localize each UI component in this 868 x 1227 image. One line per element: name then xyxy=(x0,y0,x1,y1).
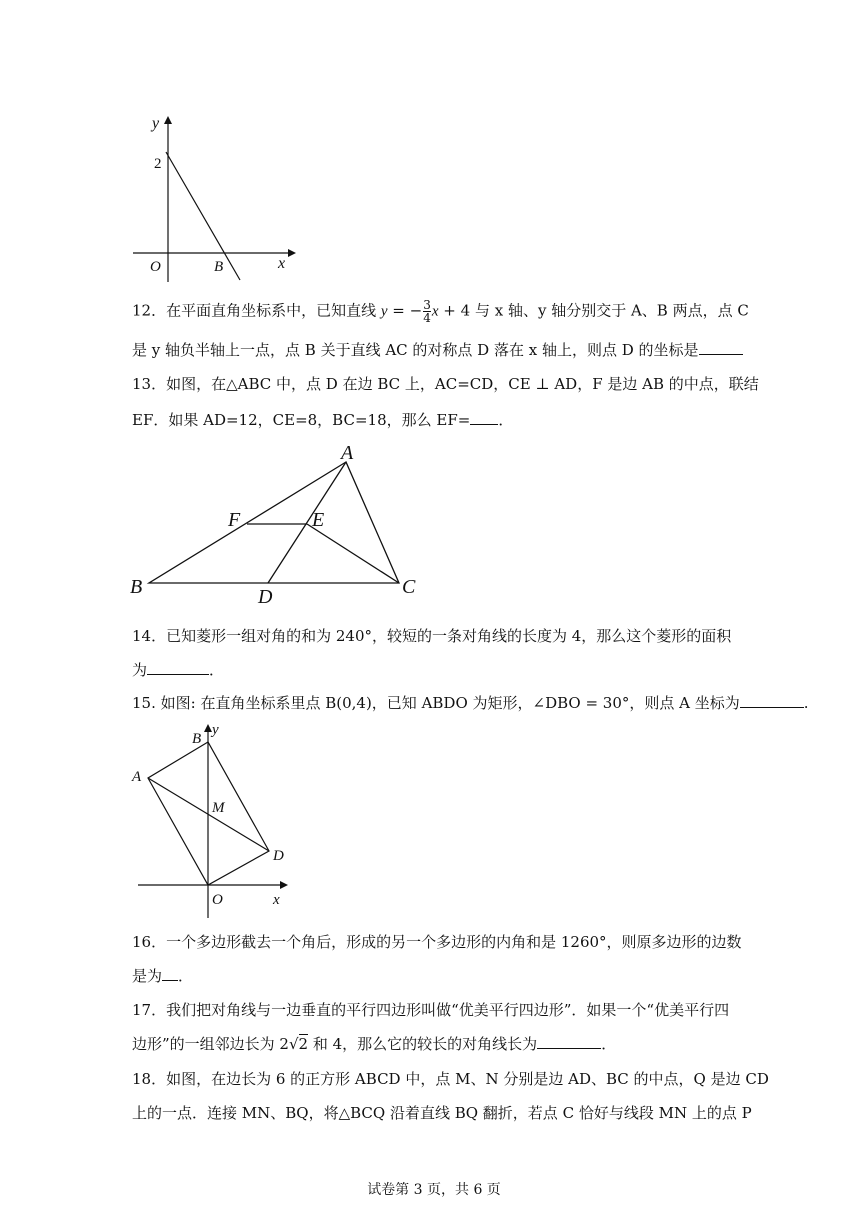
q17-line2: 边形”的一组邻边长为 2√2 和 4，那么它的较长的对角线长为 ． xyxy=(132,1035,617,1053)
label-a: A xyxy=(341,442,354,464)
label-b: B xyxy=(130,576,143,598)
answer-blank[interactable] xyxy=(470,410,498,425)
segment-ad xyxy=(268,462,346,583)
label-f: F xyxy=(228,509,241,531)
label-x: x xyxy=(273,892,280,908)
q16-line1: 16．一个多边形截去一个角后，形成的另一个多边形的内角和是 1260°，则原多边形的边数 xyxy=(132,933,742,951)
page-footer: 试卷第 3 页，共 6 页 xyxy=(367,1182,501,1198)
sqrt-symbol: √ xyxy=(288,1035,299,1053)
y-axis-arrow xyxy=(204,724,212,732)
q14-line2: 为 ． xyxy=(132,661,225,679)
q18-line1: 18．如图，在边长为 6 的正方形 ABCD 中，点 M、N 分别是边 AD、BC 的中点，Q 是边 CD xyxy=(132,1070,769,1088)
segment-ce xyxy=(307,524,399,583)
label-b: B xyxy=(192,731,202,747)
answer-blank[interactable] xyxy=(740,693,804,708)
answer-blank[interactable] xyxy=(699,340,743,355)
label-y: y xyxy=(212,722,219,738)
label-a: A xyxy=(132,769,142,785)
figure-triangle-abc xyxy=(125,440,435,610)
q12-line1: 12．在平面直角坐标系中，已知直线 y = − $\frac{3}{4}$ x + 4 与 x 轴、y 轴分别交于 A、B 两点，点 C xyxy=(132,298,749,325)
label-m: M xyxy=(212,800,225,816)
q15-line1: 15. 如图: 在直角坐标系里点 B(0,4)，已知 ABDO 为矩形，∠DBO = 30°，则点 A 坐标为 . xyxy=(132,694,809,712)
q17-line1: 17．我们把对角线与一边垂直的平行四边形叫做“优美平行四边形”．如果一个“优美平行四 xyxy=(132,1001,730,1019)
figure-rectangle-abdo xyxy=(128,718,298,923)
label-2: 2 xyxy=(154,156,162,172)
label-b: B xyxy=(214,259,224,275)
q12-line2: 是 y 轴负半轴上一点，点 B 关于直线 AC 的对称点 D 落在 x 轴上，则点 D 的坐标是 xyxy=(132,340,743,360)
x-axis-arrow xyxy=(288,249,296,257)
fraction-3-4: $\frac{3}{4}$ xyxy=(423,298,431,325)
label-c: C xyxy=(402,576,416,598)
label-e: E xyxy=(312,509,325,531)
label-d: D xyxy=(258,586,273,608)
triangle-abc xyxy=(149,462,399,583)
q13-line2: EF．如果 AD=12，CE=8，BC=18，那么 EF= ． xyxy=(132,411,514,429)
q13-line1: 13．如图，在△ABC 中，点 D 在边 BC 上，AC=CD，CE ⊥ AD，F 是边 AB 的中点，联结 xyxy=(132,375,759,393)
label-o: O xyxy=(150,259,161,275)
figure-line-graph xyxy=(128,110,298,285)
y-axis-arrow xyxy=(164,116,172,124)
answer-blank[interactable] xyxy=(537,1034,601,1049)
label-d: D xyxy=(273,848,284,864)
q14-line1: 14．已知菱形一组对角的和为 240°，较短的一条对角线的长度为 4，那么这个菱形的面积 xyxy=(132,627,732,645)
x-axis-arrow xyxy=(280,881,288,889)
answer-blank[interactable] xyxy=(162,966,178,981)
answer-blank[interactable] xyxy=(147,660,209,675)
label-x: x xyxy=(278,255,286,272)
graph-line xyxy=(166,152,240,280)
q16-line2: 是为 ． xyxy=(132,967,194,985)
q18-line2: 上的一点．连接 MN、BQ，将△BCQ 沿着直线 BQ 翻折，若点 C 恰好与线段 MN 上的点 P xyxy=(132,1104,752,1122)
label-o: O xyxy=(212,892,223,908)
label-y: y xyxy=(152,115,160,132)
